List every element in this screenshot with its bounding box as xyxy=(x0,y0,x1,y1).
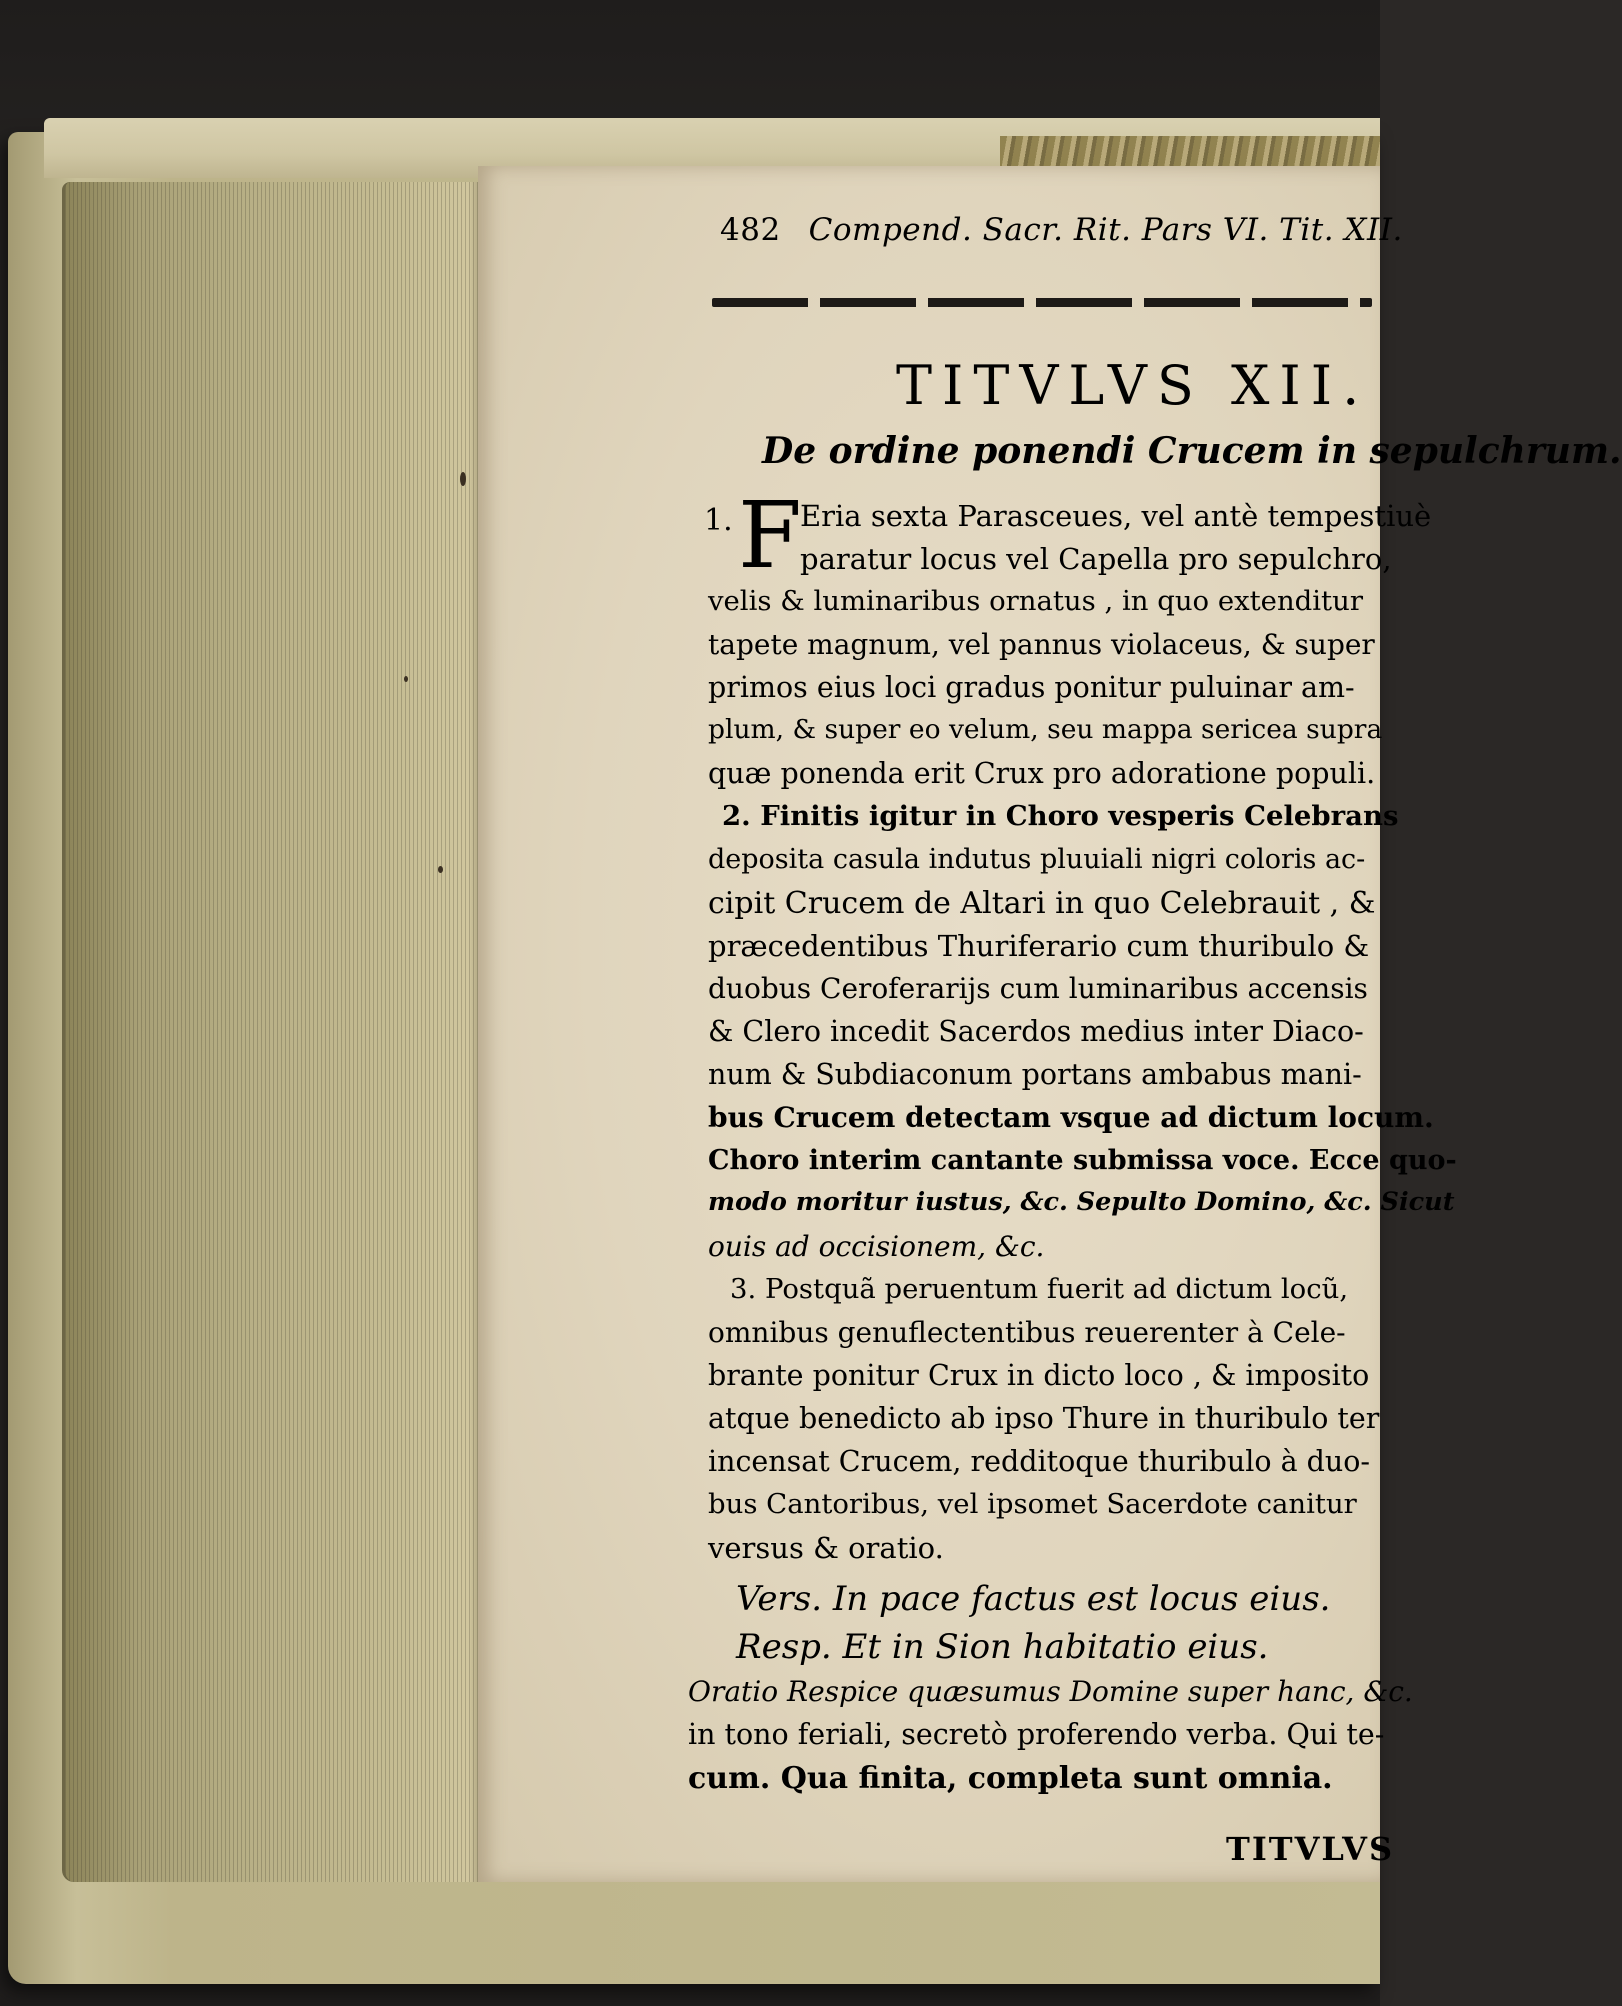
text-line: 3. Postquã peruentum fuerit ad dictum locũ, xyxy=(730,1273,1349,1305)
running-head-text: Compend. Sacr. Rit. Pars VI. Tit. XII. xyxy=(808,212,1403,248)
text-line: num & Subdiaconum portans ambabus mani- xyxy=(708,1058,1362,1091)
catchword: TITVLVS xyxy=(1226,1830,1395,1868)
text-line: tapete magnum, vel pannus violaceus, & super xyxy=(708,628,1375,661)
text-line: bus Crucem detectam vsque ad dictum locum. xyxy=(708,1101,1434,1134)
text-line: omnibus genuflectentibus reuerenter à Cele- xyxy=(708,1316,1346,1349)
text-line: versus & oratio. xyxy=(708,1531,944,1565)
text-line: atque benedicto ab ipso Thure in thuribulo ter xyxy=(708,1402,1380,1435)
text-line: incensat Crucem, redditoque thuribulo à duo- xyxy=(708,1445,1371,1478)
text-line: velis & luminaribus ornatus , in quo extenditur xyxy=(708,585,1363,617)
text-line: Choro interim cantante submissa voce. Ecce quo- xyxy=(708,1145,1457,1176)
paragraph-marker: 1. xyxy=(704,503,733,538)
text-line: Vers. In pace factus est locus eius. xyxy=(736,1579,1331,1619)
page-number: 482 xyxy=(720,212,781,248)
text-line: modo moritur iustus, &c. Sepulto Domino, &c. Sicut xyxy=(708,1187,1455,1217)
running-head xyxy=(720,212,1403,248)
text-line: primos eius loci gradus ponitur puluinar am- xyxy=(708,671,1355,704)
text-line: deposita casula indutus pluuiali nigri coloris ac- xyxy=(708,844,1366,875)
page-title: TITVLVS XII. xyxy=(896,354,1370,417)
text-line: bus Cantoribus, vel ipsomet Sacerdote canitur xyxy=(708,1488,1357,1520)
text-line: ouis ad occisionem, &c. xyxy=(708,1230,1045,1263)
text-line: & Clero incedit Sacerdos medius inter Diaco- xyxy=(708,1015,1364,1048)
text-line: quæ ponenda erit Crux pro adoratione populi. xyxy=(708,757,1376,790)
ink-speck xyxy=(438,866,443,873)
text-line: paratur locus vel Capella pro sepulchro, xyxy=(800,542,1392,576)
text-line: duobus Ceroferarijs cum luminaribus accensis xyxy=(708,972,1368,1005)
text-line: Oratio Respice quæsumus Domine super hanc, &c. xyxy=(688,1675,1413,1708)
text-line: cipit Crucem de Altari in quo Celebrauit , & xyxy=(708,886,1376,921)
text-line: cum. Qua finita, completa sunt omnia. xyxy=(688,1761,1333,1796)
drop-cap: F xyxy=(738,482,802,589)
text-line: brante ponitur Crux in dicto loco , & imposito xyxy=(708,1359,1370,1392)
header-rule xyxy=(712,298,1372,307)
text-line: præcedentibus Thuriferario cum thuribulo & xyxy=(708,929,1370,963)
ink-speck xyxy=(460,472,466,486)
text-line: plum, & super eo velum, seu mappa sericea supra xyxy=(708,714,1383,745)
page-subtitle: De ordine ponendi Crucem in sepulchrum. xyxy=(762,430,1622,472)
ink-speck xyxy=(404,676,408,682)
text-line: Eria sexta Parasceues, vel antè tempestiuè xyxy=(800,499,1432,533)
page-block-edge xyxy=(62,182,483,1882)
text-line: Resp. Et in Sion habitatio eius. xyxy=(736,1627,1269,1667)
text-line: in tono feriali, secretò proferendo verba. Qui te- xyxy=(688,1718,1385,1751)
text-line: 2. Finitis igitur in Choro vesperis Celebrans xyxy=(722,800,1399,832)
